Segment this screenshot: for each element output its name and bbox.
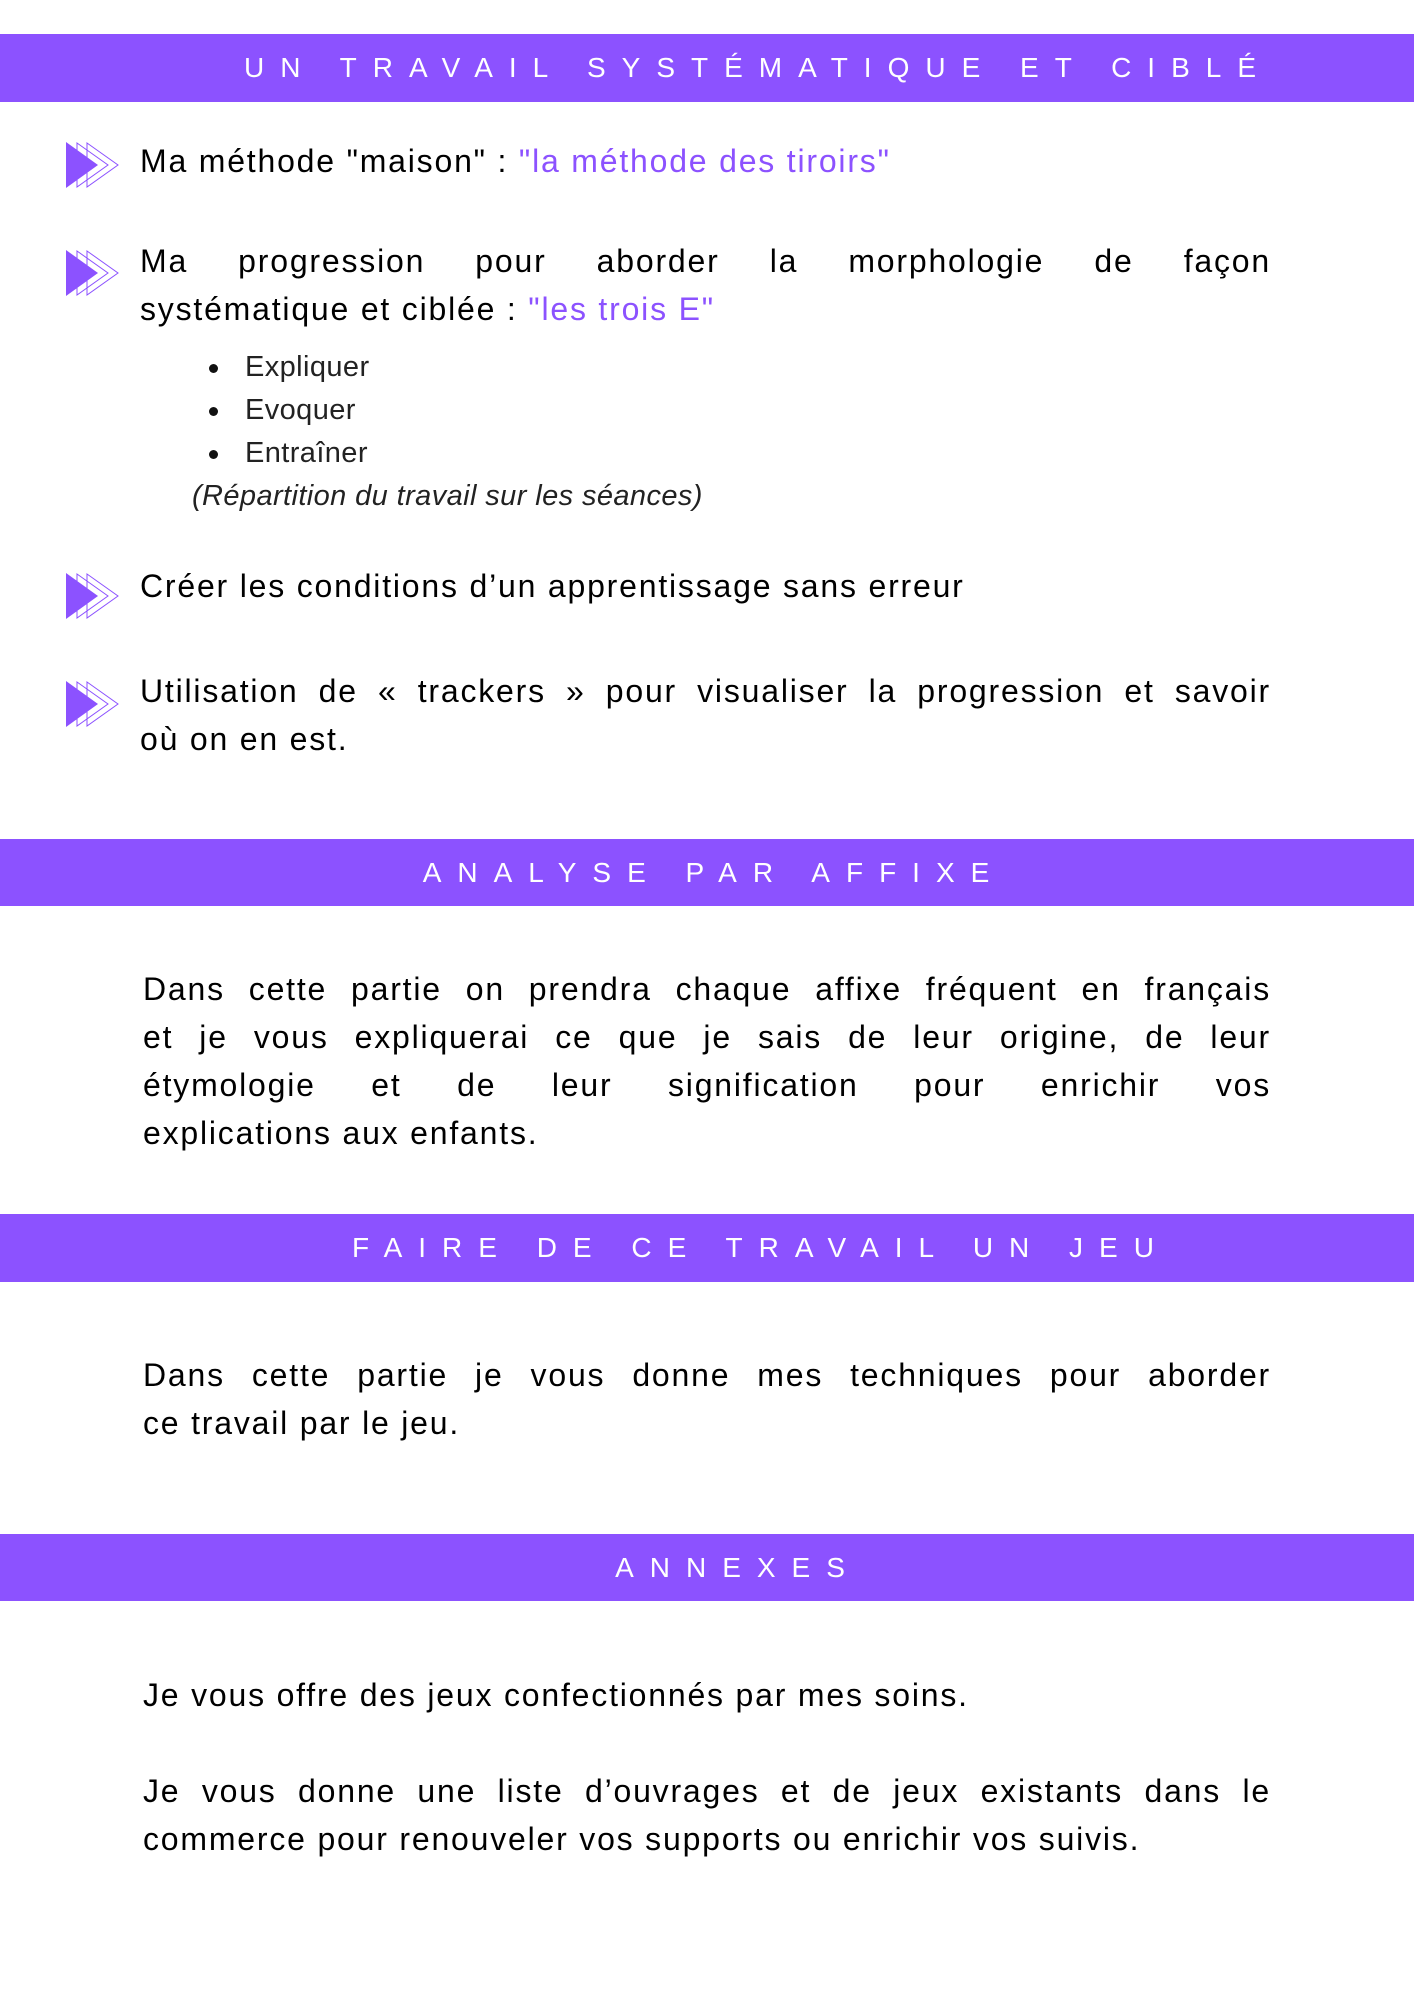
paragraph-line: Dans cette partie on prendra chaque affixe fréquent en français [143, 971, 1271, 1007]
item-line: Utilisation de « trackers » pour visualiser la progression et savoir [140, 673, 1271, 709]
triple-play-arrow-icon [66, 681, 120, 727]
sub-list-label: Entraîner [245, 437, 368, 469]
paragraph-line: et je vous expliquerai ce que je sais de leur origine, de leur [143, 1019, 1271, 1055]
section-title: UN TRAVAIL SYSTÉMATIQUE ET CIBLÉ [243, 52, 1273, 83]
list-item-trackers [140, 667, 1271, 763]
list-item-sans-erreur [140, 562, 1271, 610]
paragraph-line: commerce pour renouveler vos supports ou enrichir vos suivis. [143, 1821, 1141, 1857]
item-accent-text: "la méthode des tiroirs" [518, 143, 891, 179]
item-accent-text: "les trois E" [528, 291, 715, 327]
item-line: Ma progression pour aborder la morphologie de façon [140, 243, 1271, 279]
annexes-paragraph-2 [143, 1767, 1271, 1863]
paragraph-line: explications aux enfants. [143, 1115, 539, 1151]
paragraph-line: Je vous offre des jeux confectionnés par mes soins. [143, 1677, 969, 1713]
paragraph-line: étymologie et de leur signification pour enrichir vos [143, 1067, 1271, 1103]
section-header-jeu [0, 1214, 1414, 1282]
list-item-methode [140, 137, 1271, 185]
three-e-list [192, 346, 892, 518]
section-title: FAIRE DE CE TRAVAIL UN JEU [352, 1232, 1170, 1263]
triple-play-arrow-icon [66, 142, 120, 188]
triple-play-arrow-icon [66, 250, 120, 296]
item-line: systématique et ciblée : [140, 291, 529, 327]
bullet-icon [209, 407, 218, 416]
section-header-affixe [0, 839, 1414, 906]
sub-list-item [192, 389, 892, 432]
item-text: Ma méthode "maison" : [140, 143, 519, 179]
item-text: Créer les conditions d’un apprentissage sans erreur [140, 568, 965, 604]
sub-list-note: (Répartition du travail sur les séances) [192, 480, 703, 512]
triple-play-arrow-icon [66, 573, 120, 619]
item-line: où on en est. [140, 721, 349, 757]
paragraph-line: ce travail par le jeu. [143, 1405, 461, 1441]
annexes-paragraph-1 [143, 1671, 1271, 1719]
bullet-icon [209, 364, 218, 373]
affixe-paragraph [143, 965, 1271, 1157]
paragraph-line: Je vous donne une liste d’ouvrages et de jeux existants dans le [143, 1773, 1271, 1809]
sub-list-item [192, 432, 892, 475]
section-header-annexes [0, 1534, 1414, 1601]
list-item-progression [140, 237, 1271, 333]
section-header-systematique [0, 34, 1414, 102]
sub-list-label: Expliquer [245, 351, 370, 383]
paragraph-line: Dans cette partie je vous donne mes techniques pour aborder [143, 1357, 1271, 1393]
section-title: ANNEXES [615, 1551, 861, 1583]
sub-list-label: Evoquer [245, 394, 356, 426]
bullet-icon [209, 450, 218, 459]
section-title: ANALYSE PAR AFFIXE [422, 856, 1006, 888]
jeu-paragraph [143, 1351, 1271, 1447]
sub-list-item [192, 346, 892, 389]
